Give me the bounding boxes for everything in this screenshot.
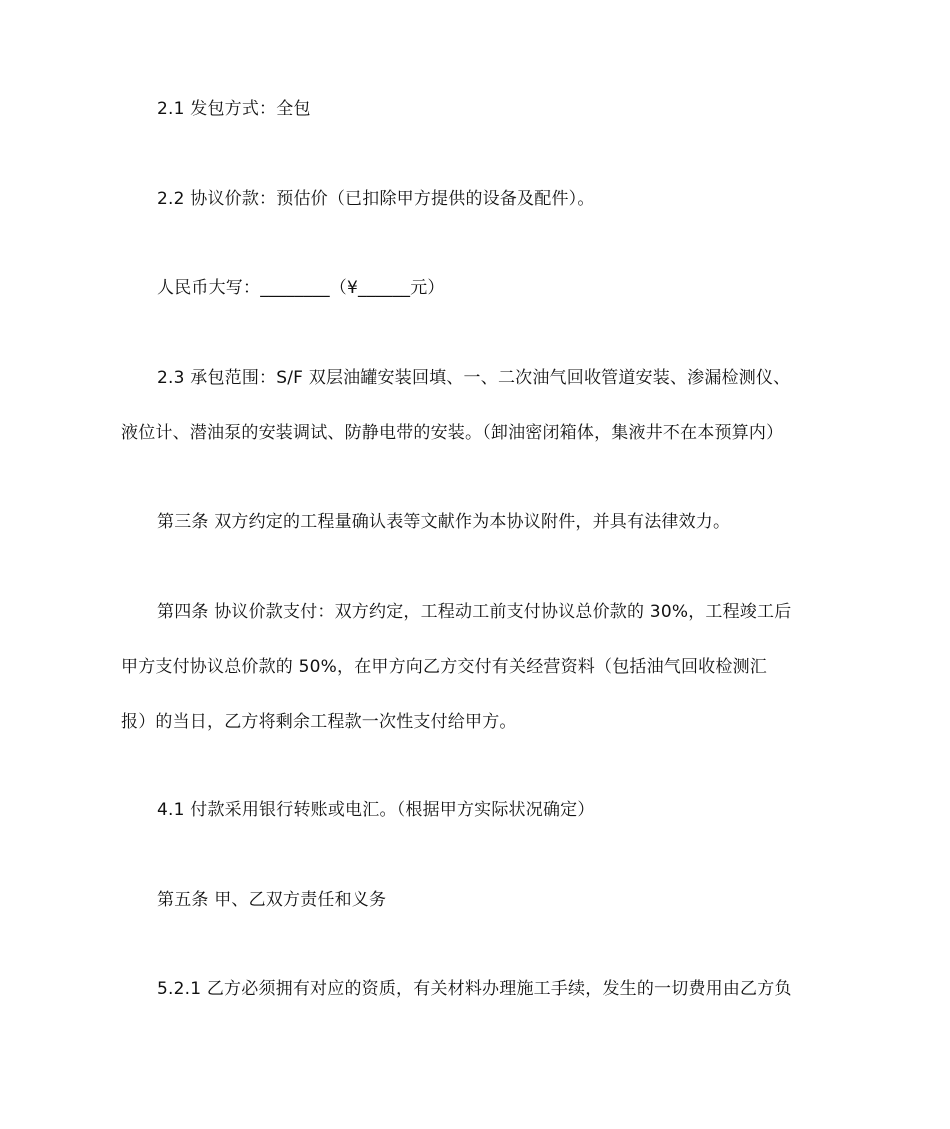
article-3: 第三条 双方约定的工程量确认表等文献作为本协议附件，并具有法律效力。 — [157, 512, 731, 532]
clause-2-2: 2.2 协议价款：预估价（已扣除甲方提供的设备及配件）。 — [157, 189, 595, 209]
article-4-line-1: 第四条 协议价款支付：双方约定，工程动工前支付协议总价款的 30%，工程竣工后 — [157, 602, 792, 622]
article-5-title: 第五条 甲、乙双方责任和义务 — [157, 890, 387, 910]
clause-2-1: 2.1 发包方式：全包 — [157, 99, 311, 119]
article-4-line-2: 甲方支付协议总价款的 50%，在甲方向乙方交付有关经营资料（包括油气回收检测汇 — [121, 657, 767, 677]
clause-2-3-line-2: 液位计、潜油泵的安装调试、防静电带的安装。（卸油密闭箱体，集液井不在本预算内） — [121, 423, 784, 443]
clause-4-1: 4.1 付款采用银行转账或电汇。（根据甲方实际状况确定） — [157, 800, 595, 820]
clause-2-3-line-1: 2.3 承包范围：S/F 双层油罐安装回填、一、二次油气回收管道安装、渗漏检测仪、 — [157, 368, 791, 388]
article-4-line-3: 报）的当日，乙方将剩余工程款一次性支付给甲方。 — [121, 712, 517, 732]
amount-in-words: 人民币大写：________（¥______元） — [157, 278, 445, 298]
clause-5-2-1: 5.2.1 乙方必须拥有对应的资质，有关材料办理施工手续，发生的一切费用由乙方负 — [157, 979, 792, 999]
